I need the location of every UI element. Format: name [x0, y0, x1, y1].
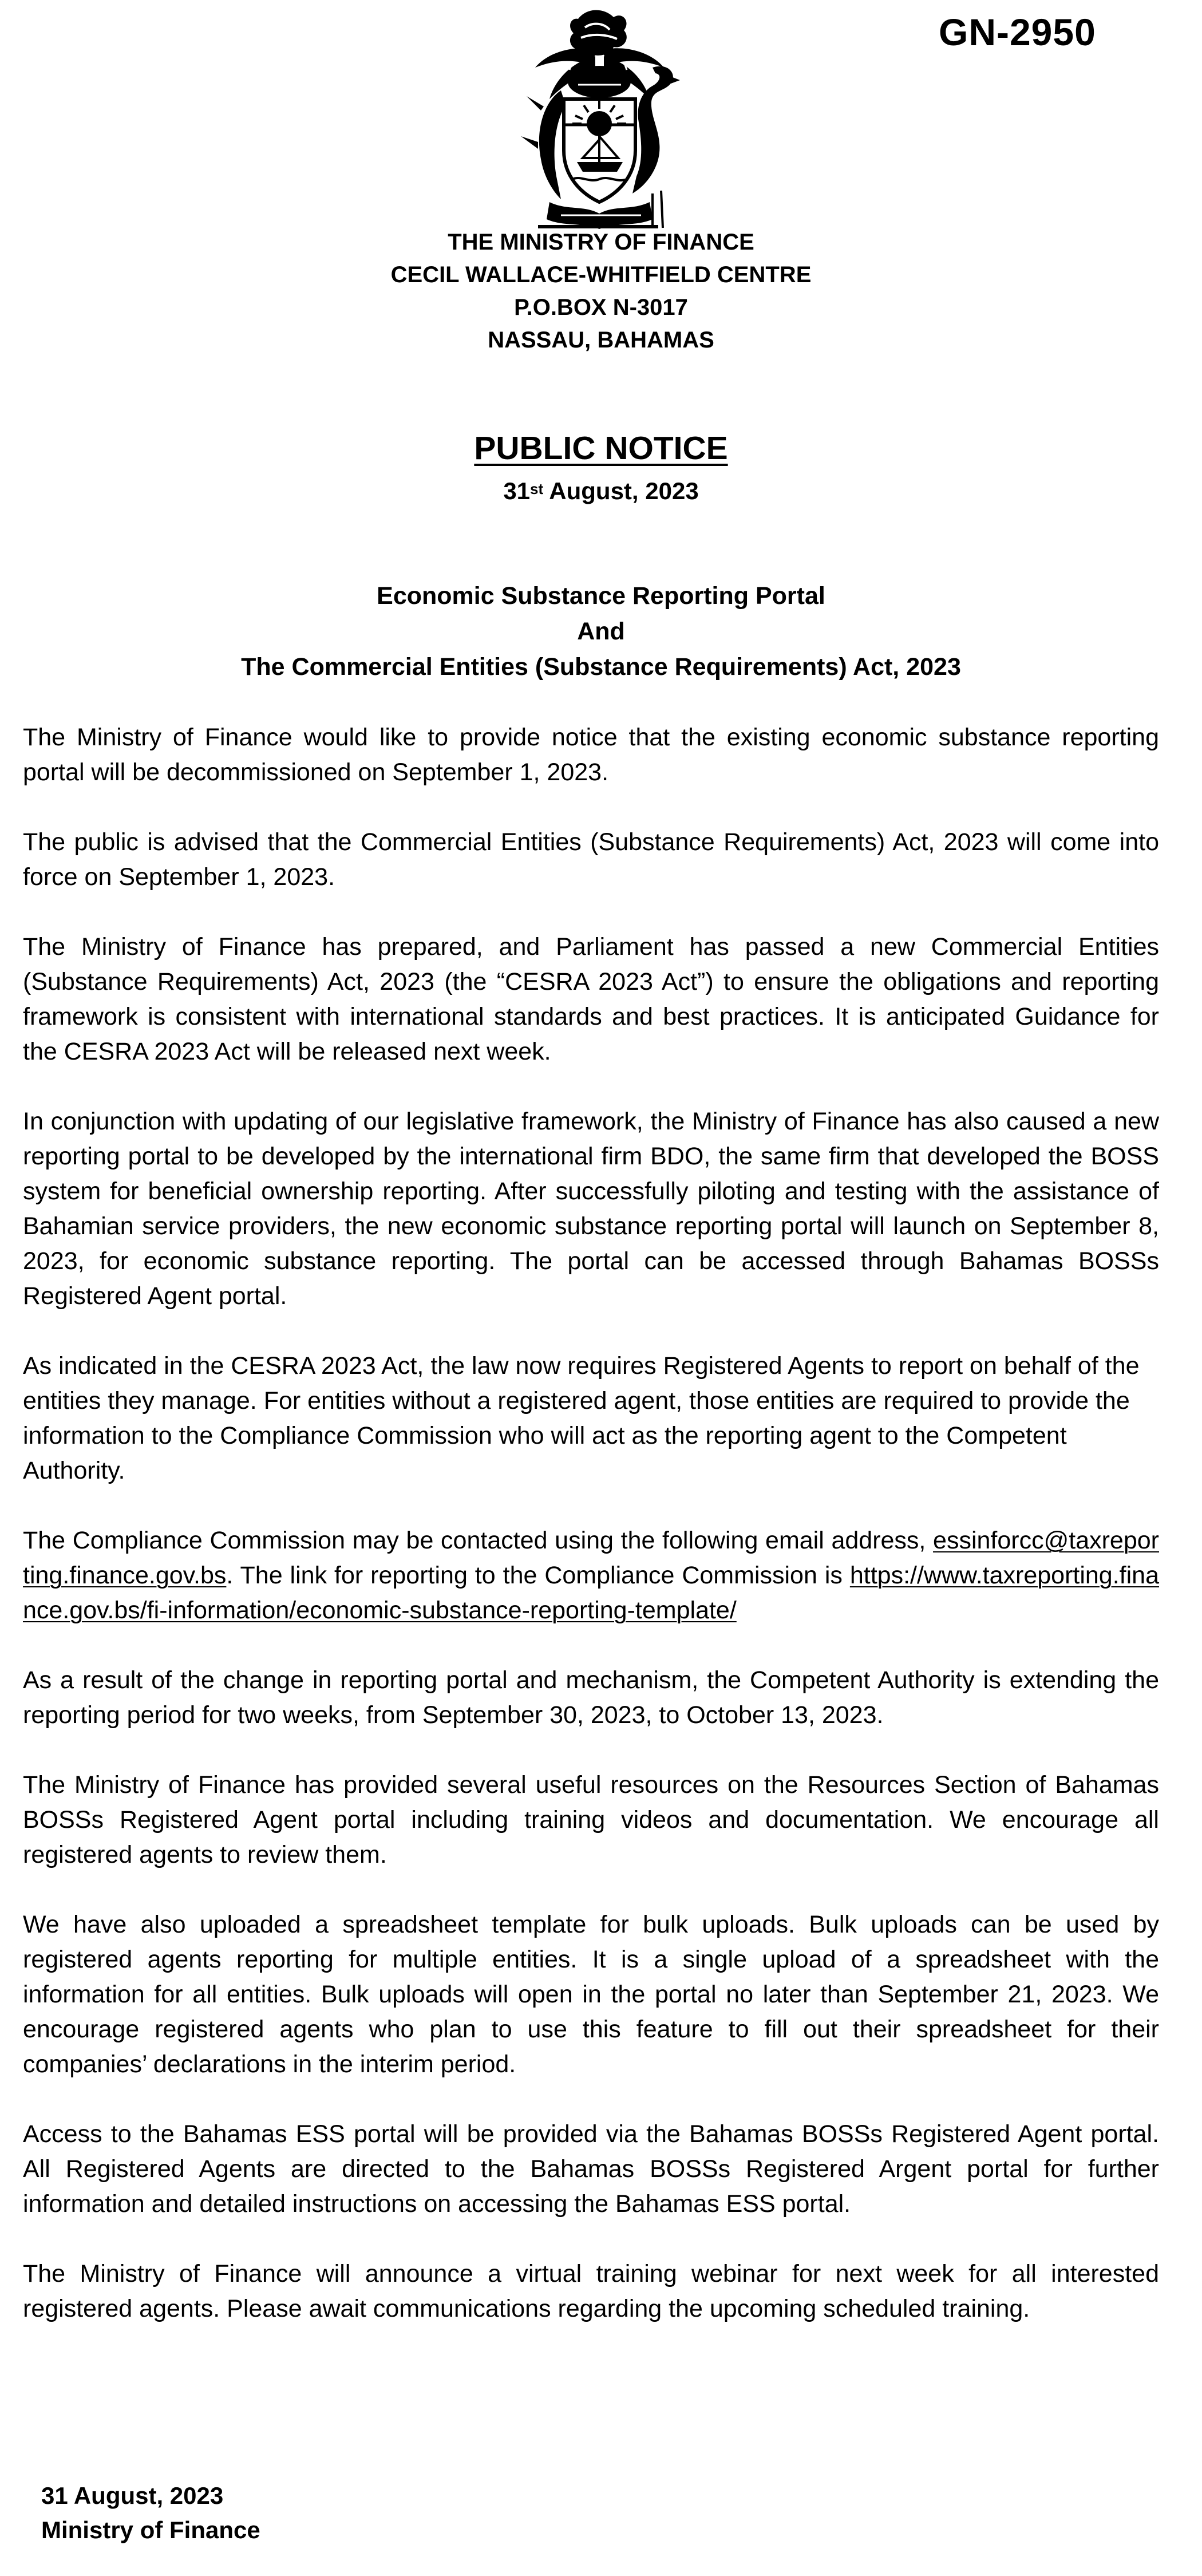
paragraph-portal-decommission: The Ministry of Finance would like to provide notice that the existing economic substance reporting portal will be decommissioned on September 1, 2023.	[23, 724, 1159, 786]
paragraph-compliance-contact	[23, 1523, 1159, 1628]
paragraph-registered-agents: As indicated in the CESRA 2023 Act, the law now requires Registered Agents to report on behalf of the entities they manage. For entities without a registered agent, those entities are required to provide the information to the Compliance Commission who will act as the reporting agent to the Competent Authority.	[23, 1352, 1140, 1484]
signature-name: Ministry of Finance	[41, 2516, 260, 2543]
ministry-name: THE MINISTRY OF FINANCE	[448, 230, 754, 255]
paragraph-cesra-act: The Ministry of Finance has prepared, and Parliament has passed a new Commercial Entities (Substance Requirements) Act, 2023 (the “CESRA 2023 Act”) to ensure the obligations and reporting framework is consistent with international standards and best practices. It is anticipated Guidance for the CESRA 2023 Act will be released next week.	[23, 933, 1159, 1065]
ministry-building: CECIL WALLACE-WHITFIELD CENTRE	[390, 262, 812, 287]
gazette-number: GN-2950	[939, 11, 1096, 53]
notice-date-suffix: st	[530, 480, 544, 497]
paragraph-ess-portal-access: Access to the Bahamas ESS portal will be provided via the Bahamas BOSSs Registered Agent portal. All Registered Agents are directed to the Bahamas BOSSs Registered Argent portal for further information and detailed instructions on accessing the Bahamas ESS portal.	[23, 2120, 1159, 2218]
contact-text-2: . The link for reporting to the Compliance Commission is	[226, 1562, 850, 1589]
contact-text-1: The Compliance Commission may be contacted using the following email address,	[23, 1527, 934, 1554]
subject-line-1: Economic Substance Reporting Portal	[377, 582, 825, 610]
notice-heading: PUBLIC NOTICE	[474, 430, 728, 467]
paragraph-new-portal: In conjunction with updating of our legislative framework, the Ministry of Finance has also caused a new reporting portal to be developed by the international firm BDO, the same firm that developed the BOSS system for beneficial ownership reporting. After successfully piloting and testing with the assistance of Bahamian service providers, the new economic substance reporting portal will launch on September 8, 2023, for economic substance reporting. The portal can be accessed through Bahamas BOSSs Registered Agent portal.	[23, 1108, 1159, 1310]
ministry-address-block	[0, 226, 1202, 357]
reporting-template-link[interactable]: https://www.taxreporting.finance.gov.bs/fi-information/economic-substance-reporting-template/	[23, 1562, 1159, 1624]
ministry-po-box: P.O.BOX N-3017	[514, 295, 688, 320]
paragraph-bulk-uploads: We have also uploaded a spreadsheet template for bulk uploads. Bulk uploads can be used by registered agents reporting for multiple entities. It is a single upload of a spreadsheet with the information for all entities. Bulk uploads will open in the portal no later than September 21, 2023. We encourage registered agents who plan to use this feature to fill out their spreadsheet for their companies’ declarations in the interim period.	[23, 1911, 1159, 2078]
paragraph-reporting-extension: As a result of the change in reporting portal and mechanism, the Competent Authority is extending the reporting period for two weeks, from September 30, 2023, to October 13, 2023.	[23, 1666, 1159, 1729]
paragraph-act-in-force: The public is advised that the Commercial Entities (Substance Requirements) Act, 2023 will come into force on September 1, 2023.	[23, 828, 1159, 891]
subject-line-2: And	[577, 618, 625, 645]
notice-date-rest: August, 2023	[543, 477, 699, 504]
subject-line-3: The Commercial Entities (Substance Requirements) Act, 2023	[241, 653, 961, 681]
notice-subject	[0, 578, 1202, 685]
paragraph-resources: The Ministry of Finance has provided several useful resources on the Resources Section of Bahamas BOSSs Registered Agent portal including training videos and documentation. We encourage all registered agents to review them.	[23, 1771, 1159, 1868]
notice-body	[23, 720, 1159, 2361]
bahamas-coat-of-arms-icon	[481, 5, 715, 239]
compliance-email-link[interactable]: essinforcc@taxreporting.finance.gov.bs	[23, 1527, 1159, 1589]
signature-date: 31 August, 2023	[41, 2482, 224, 2509]
notice-date-day: 31	[503, 477, 531, 504]
ministry-city: NASSAU, BAHAMAS	[488, 327, 714, 353]
signature-block	[41, 2479, 260, 2547]
paragraph-training-webinar: The Ministry of Finance will announce a virtual training webinar for next week for all interested registered agents. Please await communications regarding the upcoming scheduled training.	[23, 2260, 1159, 2322]
notice-date	[0, 475, 1202, 507]
